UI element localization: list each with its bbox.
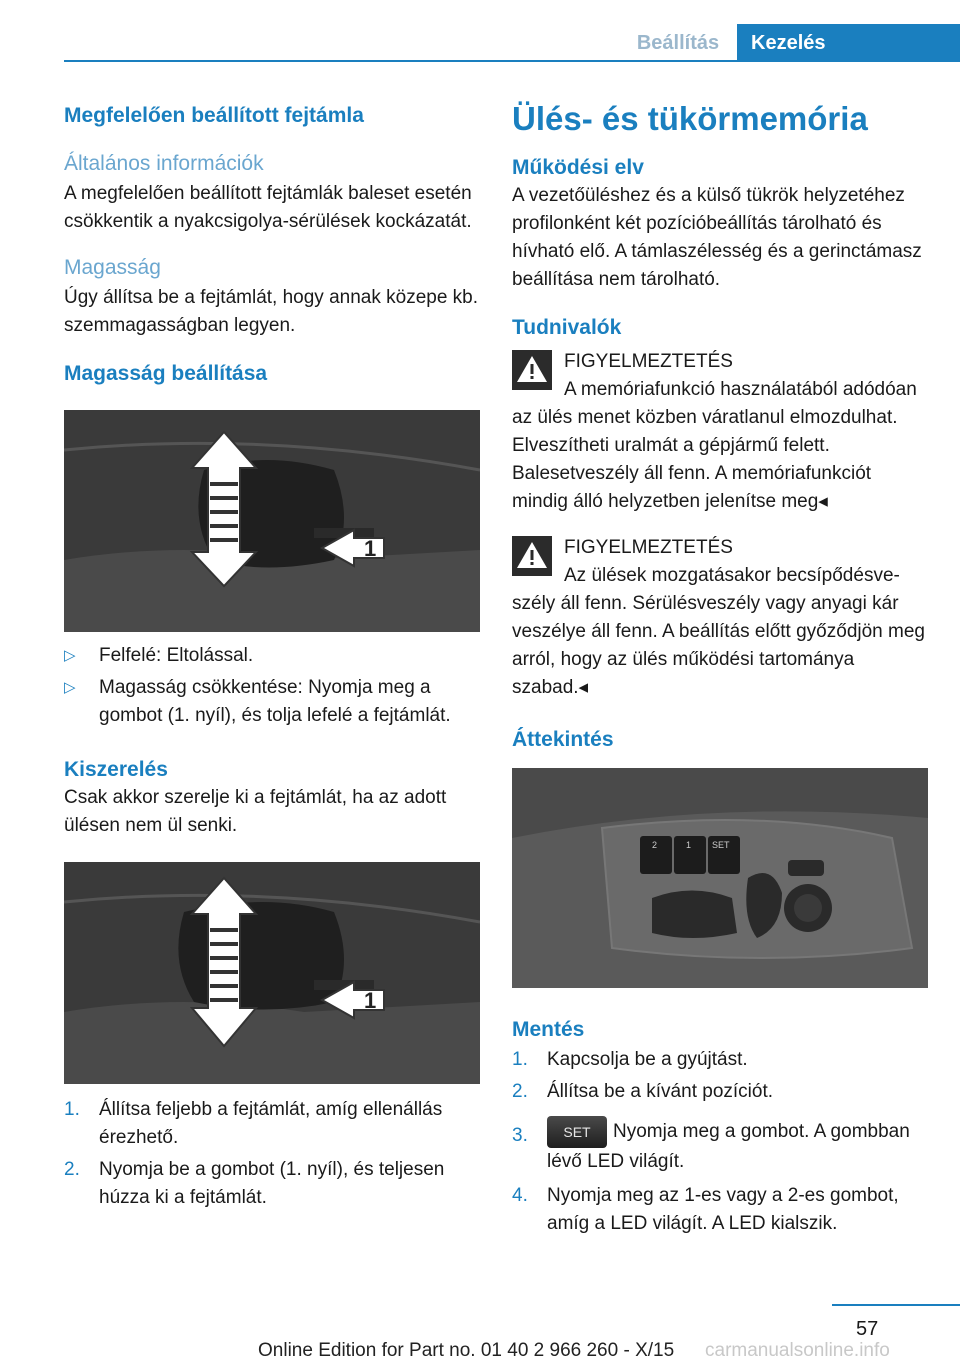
step-text: Nyomja be a gombot (1. nyíl), és teljesen húzza ki a fejtámlát.	[99, 1159, 445, 1208]
list-item	[512, 1078, 932, 1106]
warning-triangle-icon	[512, 536, 552, 576]
list-item	[512, 1116, 932, 1176]
removal-text: Csak akkor szerelje ki a fejtámlát, ha az adott ülésen nem ül senki.	[64, 787, 447, 836]
step-number: 4.	[512, 1185, 528, 1206]
save-steps	[512, 1046, 932, 1238]
headrest-adjust-image	[64, 410, 480, 632]
step-number: 2.	[512, 1081, 528, 1102]
arrow-label-1: 1	[364, 988, 377, 1013]
list-item	[64, 642, 482, 670]
tab-settings-section: Beállítás	[636, 32, 720, 54]
memory-button-2-label: 2	[652, 840, 658, 850]
step-number: 1.	[64, 1099, 80, 1120]
triangle-bullet-icon: ▷	[64, 679, 76, 696]
page-number: 57	[856, 1318, 879, 1340]
warning-title: FIGYELMEZTETÉS	[564, 537, 733, 558]
step-number: 1.	[512, 1049, 528, 1070]
footer-rule	[832, 1304, 960, 1306]
triangle-bullet-icon: ▷	[64, 647, 76, 664]
height-text: Úgy állítsa be a fejtámlát, hogy annak közepe kb. szemmagasságban legyen.	[64, 287, 479, 336]
step-text: Nyomja meg az 1-es vagy a 2-es gombot, amíg a LED világít. A LED kialszik.	[547, 1185, 899, 1234]
principle-heading: Működési elv	[512, 156, 644, 179]
left-column	[64, 100, 482, 1212]
warning-box-2	[512, 534, 932, 702]
seat-memory-controls-image	[512, 768, 928, 988]
watermark: carmanualsonline.info	[705, 1340, 890, 1361]
height-heading: Magasság	[64, 256, 161, 279]
memory-button-1-label: 1	[686, 840, 692, 850]
general-info-heading: Általános információk	[64, 152, 264, 175]
list-item	[512, 1046, 932, 1074]
set-button-icon: SET	[547, 1116, 607, 1148]
edition-footer: Online Edition for Part no. 01 40 2 966 260 - X/15	[258, 1340, 675, 1361]
step-text: Kapcsolja be a gyújtást.	[547, 1049, 748, 1070]
right-column	[512, 100, 932, 1238]
step-number: 2.	[64, 1159, 80, 1180]
list-item	[64, 1156, 482, 1212]
arrow-label-1: 1	[364, 536, 377, 561]
seat-controls-illustration	[512, 768, 928, 988]
save-heading: Mentés	[512, 1018, 585, 1041]
tab-operation-chapter: Kezelés	[737, 24, 960, 62]
step-text: Állítsa feljebb a fejtámlát, amíg ellenállás érezhető.	[99, 1099, 443, 1148]
warning-text: A memóriafunkció használatából adódóan az ülés menet közben váratlanul elmozdulhat. Elveszítheti uralmát a gépjármű felett. Balesetveszély áll fenn. A memóriafunkciót mindig álló helyzetben jelenítse meg◂	[512, 379, 917, 512]
list-item-text: Felfelé: Eltolással.	[99, 645, 254, 666]
list-item-text: Magasság csökkentése: Nyomja meg a gombot (1. nyíl), és tolja lefelé a fejtámlát.	[99, 677, 451, 726]
notes-heading: Tudnivalók	[512, 316, 622, 339]
headrest-removal-image	[64, 862, 480, 1084]
set-button-label: SET	[712, 840, 730, 850]
adjust-list	[64, 642, 482, 730]
overview-heading: Áttekintés	[512, 728, 614, 751]
step-text: Állítsa be a kívánt pozíciót.	[547, 1081, 774, 1102]
section-title-headrest: Megfelelően beállított fejtámla	[64, 104, 364, 127]
removal-steps	[64, 1096, 482, 1212]
warning-title: FIGYELMEZTETÉS	[564, 351, 733, 372]
warning-triangle-icon	[512, 350, 552, 390]
height-adjust-heading: Magasság beállítása	[64, 362, 268, 385]
removal-heading: Kiszerelés	[64, 758, 168, 781]
list-item	[512, 1182, 932, 1238]
header-rule	[64, 60, 960, 62]
headrest-adjust-illustration	[64, 410, 480, 632]
principle-text: A vezetőüléshez és a külső tükrök helyzetéhez profilonként két pozícióbeállítás tárolható és hívható elő. A támlaszélesség és a gerinctámasz beállítása nem tárolható.	[512, 185, 922, 290]
step-text: Nyomja meg a gombot. A gombban lévő LED világít.	[547, 1121, 910, 1172]
general-info-text: A megfelelően beállított fejtámlák baleset esetén csökkentik a nyakcsigolya-sérülések kockázatát.	[64, 183, 472, 232]
list-item	[64, 1096, 482, 1152]
headrest-removal-illustration	[64, 862, 480, 1084]
memory-title: Ülés- és tükörmemória	[512, 100, 868, 137]
list-item	[64, 674, 482, 730]
warning-box-1	[512, 348, 932, 516]
warning-text: Az ülések mozgatásakor becsípődésveszély áll fenn. Sérülésveszély vagy anyagi kár veszélye áll fenn. A beállítás előtt győződjön meg arról, hogy az ülés működési tartománya szabad.◂	[512, 565, 925, 698]
step-number: 3.	[512, 1125, 528, 1146]
